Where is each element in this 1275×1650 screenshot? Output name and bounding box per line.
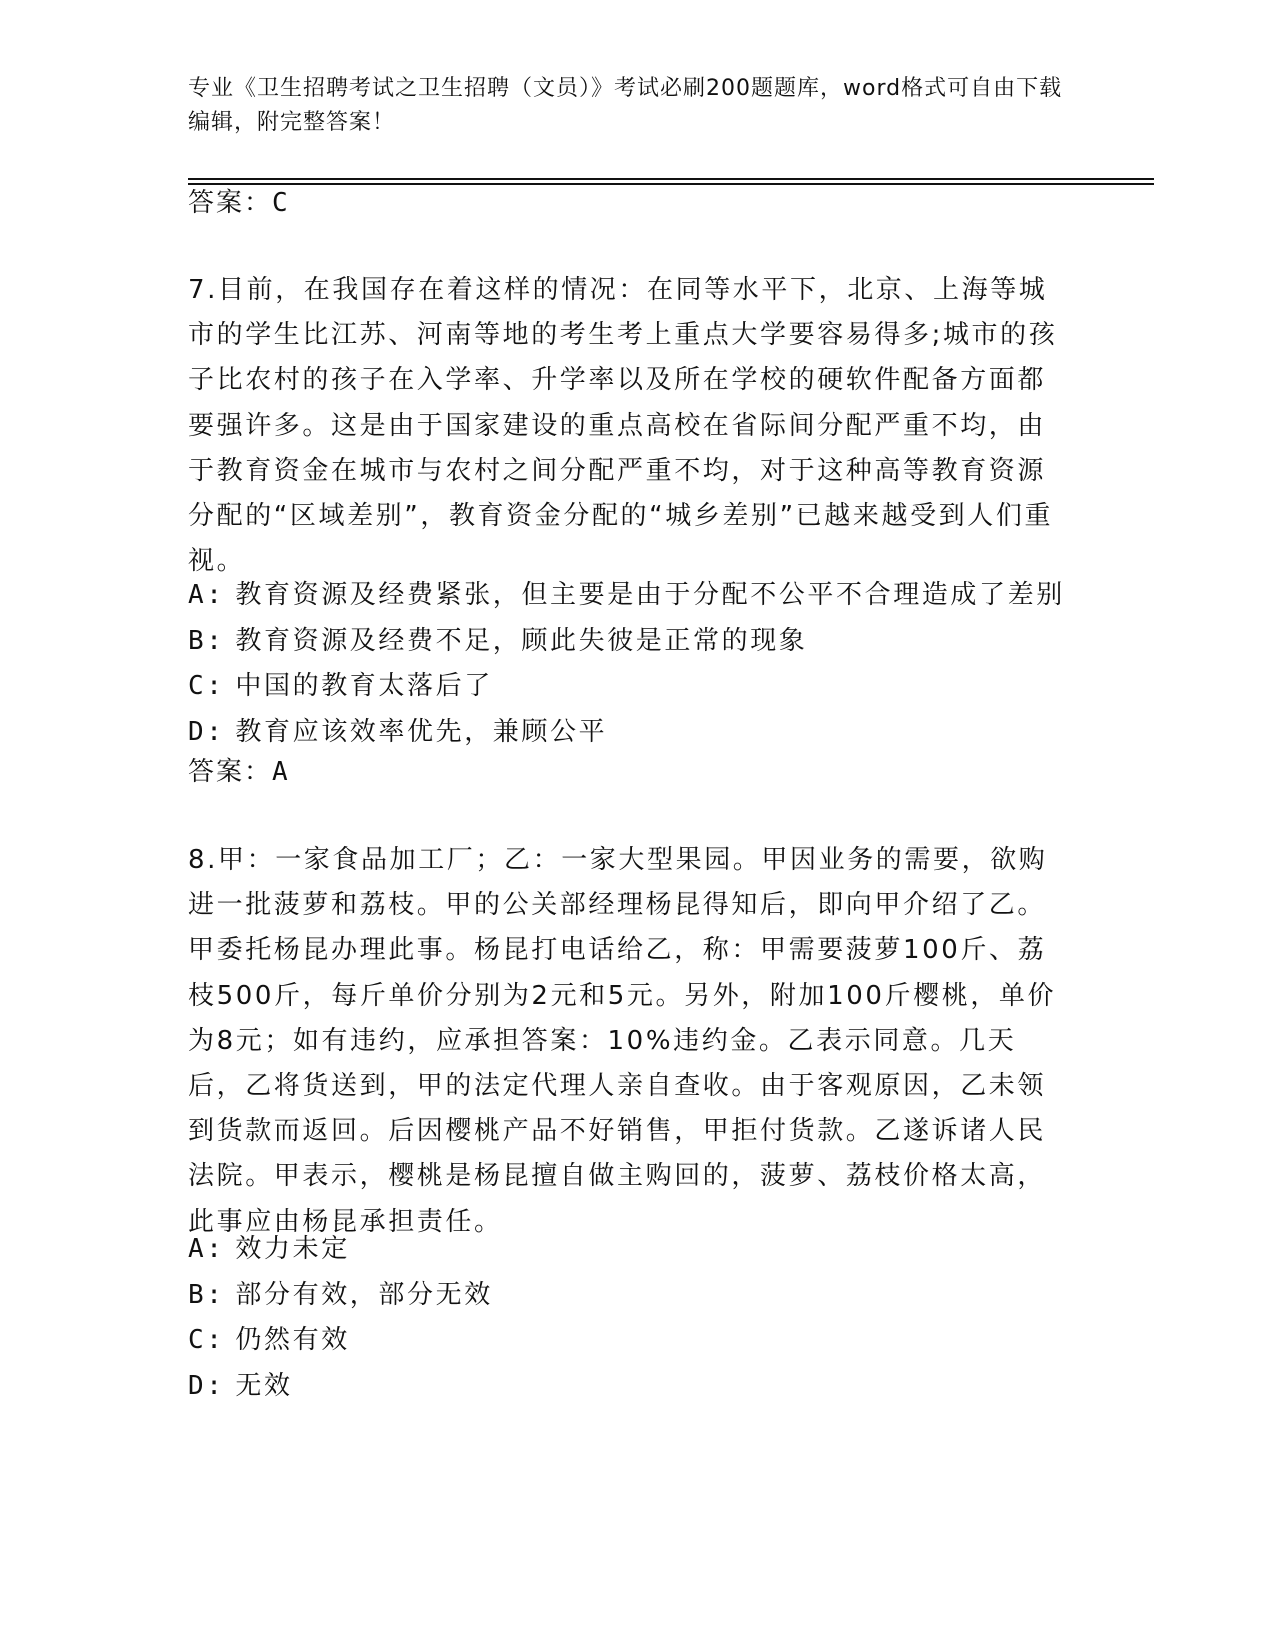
answer-label: 答案： [188, 757, 273, 787]
option-key: C: [188, 671, 225, 701]
question-7-text: 7.目前，在我国存在着这样的情况：在同等水平下，北京、上海等城市的学生比江苏、河南等地的考生考上重点大学要容易得多;城市的孩子比农村的孩子在入学率、升学率以及所在学校的硬软件配备方面都要强许多。这是由于国家建设的重点高校在省际间分配严重不均，由于教育资金在城市与农村之间分配严重不均，对于这种高等教育资源分配的“区域差别”，教育资金分配的“城乡差别”已越来越受到人们重视。 [188, 275, 1058, 577]
option-key: D: [188, 716, 225, 747]
option-text: 教育应该效率优先，兼顾公平 [235, 716, 608, 747]
option-key: A: [188, 1234, 225, 1264]
option-text: 无效 [235, 1370, 293, 1401]
header-rule-top [188, 178, 1154, 180]
option-key: C: [188, 1325, 225, 1355]
option-key: B: [188, 625, 225, 656]
answer-value: C [272, 188, 290, 218]
option-text: 部分有效，部分无效 [235, 1279, 493, 1310]
answer-label: 答案： [188, 188, 273, 218]
answer-prev [188, 183, 290, 223]
option-text: 教育资源及经费紧张，但主要是由于分配不公平不合理造成了差别 [235, 580, 1065, 610]
question-8-option-a [188, 1227, 1078, 1273]
question-8-option-b [188, 1273, 1078, 1319]
header-rule-bottom [188, 183, 1154, 185]
question-8-text: 8.甲：一家食品加工厂；乙：一家大型果园。甲因业务的需要，欲购进一批菠萝和荔枝。甲的公关部经理杨昆得知后，即向甲介绍了乙。甲委托杨昆办理此事。杨昆打电话给乙，称：甲需要菠萝100斤、荔枝500斤，每斤单价分别为2元和5元。另外，附加100斤樱桃，单价为8元；如有违约，应承担答案：10%违约金。乙表示同意。几天后，乙将货送到，甲的法定代理人亲自查收。由于客观原因，乙未领到货款而返回。后因樱桃产品不好销售，甲拒付货款。乙遂诉诸人民法院。甲表示，樱桃是杨昆擅自做主购回的，菠萝、荔枝价格太高，此事应由杨昆承担责任。 [188, 845, 1057, 1237]
option-key: D: [188, 1370, 225, 1401]
question-7-options [188, 573, 1078, 755]
question-8-options [188, 1227, 1078, 1409]
question-8-option-d [188, 1364, 1078, 1410]
question-8-option-c [188, 1318, 1078, 1364]
option-text: 中国的教育太落后了 [235, 671, 493, 701]
question-7-option-d [188, 710, 1078, 756]
question-7-option-a [188, 573, 1078, 619]
question-7-option-c [188, 664, 1078, 710]
answer-value: A [272, 757, 290, 787]
question-7-answer [188, 752, 290, 792]
document-header: 专业《卫生招聘考试之卫生招聘（文员）》考试必刷200题题库，word格式可自由下载编辑，附完整答案！ [188, 76, 1063, 135]
question-7-option-b [188, 619, 1078, 665]
option-text: 仍然有效 [235, 1325, 350, 1355]
option-text: 效力未定 [235, 1234, 350, 1264]
option-key: B: [188, 1279, 225, 1310]
option-key: A: [188, 580, 225, 610]
option-text: 教育资源及经费不足，顾此失彼是正常的现象 [235, 625, 808, 656]
